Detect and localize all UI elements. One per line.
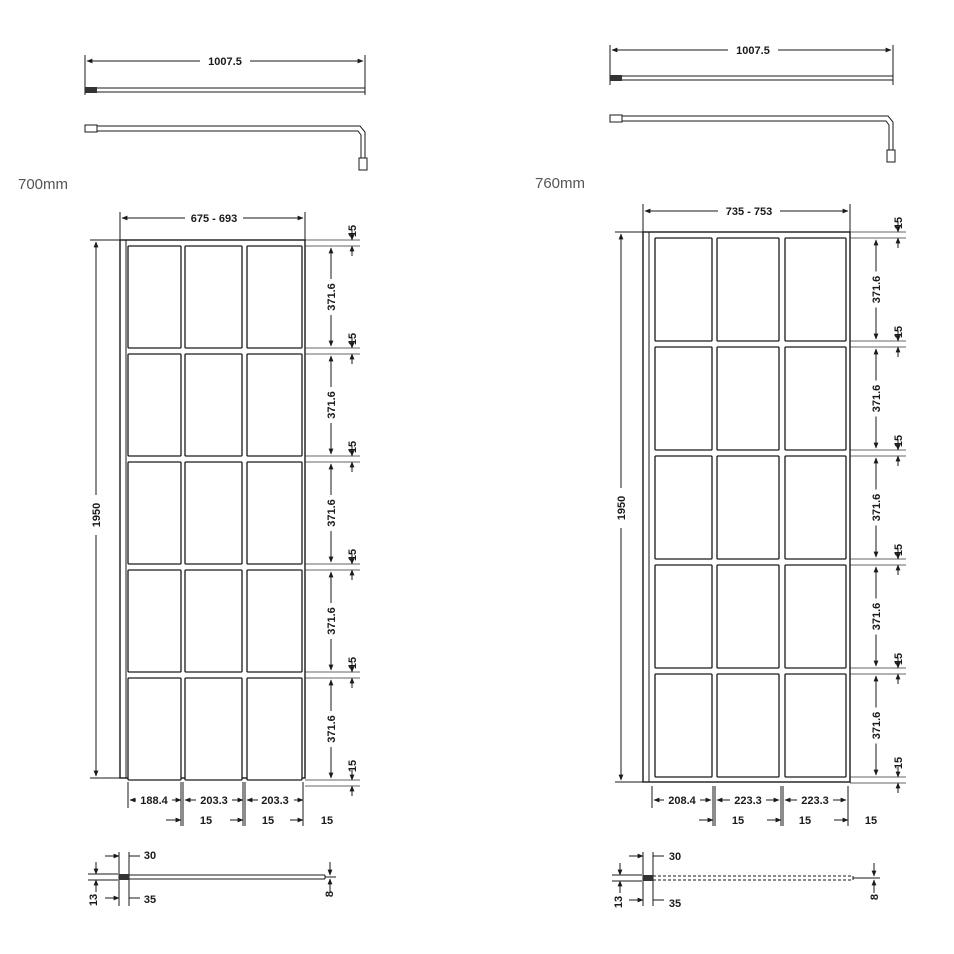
right-width-range: 735 - 753 <box>725 206 773 218</box>
left-pane-grid <box>128 246 302 780</box>
right-profile-top: 30 <box>668 851 682 863</box>
left-glass-pane-r4-c3 <box>247 570 302 672</box>
left-profile-bottom: 35 <box>143 894 157 906</box>
left-gap-label-5: 15 <box>347 656 359 670</box>
left-size-label: 700mm <box>18 176 69 193</box>
left-bottom-gap-1: 15 <box>199 815 213 827</box>
left-glass-pane-r3-c1 <box>128 462 181 564</box>
right-pane-height-2: 371.6 <box>871 384 883 413</box>
right-glass-pane-r1-c3 <box>785 238 846 341</box>
right-profile-left: 13 <box>613 895 625 909</box>
left-glass-pane-r3-c3 <box>247 462 302 564</box>
left-glass-pane-r5-c2 <box>185 678 242 780</box>
left-gap-label-6: 15 <box>347 759 359 773</box>
right-col-width-3: 223.3 <box>801 795 829 807</box>
right-glass-pane-r4-c1 <box>655 565 712 668</box>
right-bottom-dimensions <box>652 786 877 827</box>
left-glass-pane-r4-c1 <box>128 570 181 672</box>
right-glass-pane-r2-c3 <box>785 347 846 450</box>
left-glass-pane-r2-c3 <box>247 354 302 456</box>
left-col-width-3: 203.3 <box>261 795 289 807</box>
right-pane-height-3: 371.6 <box>871 493 883 522</box>
right-glass-pane-r5-c3 <box>785 674 846 777</box>
right-glass-pane-r3-c3 <box>785 456 846 559</box>
left-bar-length: 1007.5 <box>208 56 242 68</box>
right-bottom-gap-3: 15 <box>864 815 878 827</box>
left-bottom-dimensions <box>128 782 333 827</box>
right-glass-pane-r2-c1 <box>655 347 712 450</box>
right-pane-grid <box>655 238 846 777</box>
right-pane-height-4: 371.6 <box>871 602 883 631</box>
left-profile-left: 13 <box>88 893 100 907</box>
left-glass-pane-r2-c2 <box>185 354 242 456</box>
right-height: 1950 <box>616 495 628 521</box>
left-gap-label-2: 15 <box>347 332 359 346</box>
left-pane-height-1: 371.6 <box>326 283 338 311</box>
right-col-width-1: 208.4 <box>668 795 696 807</box>
left-gap-label-1: 15 <box>347 224 359 238</box>
left-width-range: 675 - 693 <box>190 213 238 225</box>
left-profile-top: 30 <box>143 850 157 862</box>
left-panel-drawing <box>18 55 367 906</box>
right-gap-label-4: 15 <box>893 543 905 557</box>
left-glass-pane-r1-c1 <box>128 246 181 348</box>
left-pane-height-5: 371.6 <box>326 715 338 743</box>
right-col-width-2: 223.3 <box>734 795 762 807</box>
right-bar-side-view <box>610 115 895 162</box>
right-glass-pane-r3-c2 <box>717 456 779 559</box>
right-panel-drawing <box>535 44 906 910</box>
right-bottom-gap-1: 15 <box>731 815 745 827</box>
right-pane-height-1: 371.6 <box>871 275 883 304</box>
left-glass-pane-r5-c1 <box>128 678 181 780</box>
right-glass-pane-r3-c1 <box>655 456 712 559</box>
left-profile-right: 8 <box>324 890 336 898</box>
left-bar-side-view <box>85 125 367 170</box>
left-bottom-gap-2: 15 <box>261 815 275 827</box>
left-col-width-2: 203.3 <box>200 795 228 807</box>
right-gap-label-5: 15 <box>893 652 905 666</box>
right-glass-pane-r1-c2 <box>717 238 779 341</box>
right-bottom-gap-2: 15 <box>798 815 812 827</box>
right-glass-pane-r5-c1 <box>655 674 712 777</box>
left-pane-height-3: 371.6 <box>326 499 338 527</box>
right-glass-pane-r5-c2 <box>717 674 779 777</box>
left-glass-pane-r4-c2 <box>185 570 242 672</box>
right-size-label: 760mm <box>535 175 586 192</box>
left-height: 1950 <box>91 502 103 528</box>
left-pane-height-4: 371.6 <box>326 607 338 635</box>
left-glass-pane-r1-c3 <box>247 246 302 348</box>
right-profile-bottom: 35 <box>668 898 682 910</box>
right-gap-label-2: 15 <box>893 325 905 339</box>
left-bar-top-view <box>85 55 365 95</box>
left-pane-height-2: 371.6 <box>326 391 338 419</box>
left-glass-pane-r1-c2 <box>185 246 242 348</box>
right-glass-pane-r2-c2 <box>717 347 779 450</box>
right-gap-label-3: 15 <box>893 434 905 448</box>
left-profile-section <box>88 850 336 906</box>
right-bar-length: 1007.5 <box>736 45 770 57</box>
left-glass-pane-r2-c1 <box>128 354 181 456</box>
right-gap-label-1: 15 <box>893 216 905 230</box>
right-gap-label-6: 15 <box>893 756 905 770</box>
left-col-width-1: 188.4 <box>140 795 168 807</box>
right-bar-top-view <box>610 44 893 85</box>
left-glass-pane-r3-c2 <box>185 462 242 564</box>
left-bottom-gap-3: 15 <box>320 815 334 827</box>
left-gap-label-4: 15 <box>347 548 359 562</box>
right-pane-height-5: 371.6 <box>871 711 883 740</box>
left-glass-pane-r5-c3 <box>247 678 302 780</box>
right-vertical-dimensions <box>850 217 906 793</box>
right-glass-pane-r4-c2 <box>717 565 779 668</box>
right-profile-section <box>612 851 881 910</box>
right-glass-pane-r4-c3 <box>785 565 846 668</box>
right-glass-pane-r1-c1 <box>655 238 712 341</box>
left-vertical-dimensions <box>305 225 360 796</box>
right-profile-right: 8 <box>869 893 881 901</box>
left-gap-label-3: 15 <box>347 440 359 454</box>
